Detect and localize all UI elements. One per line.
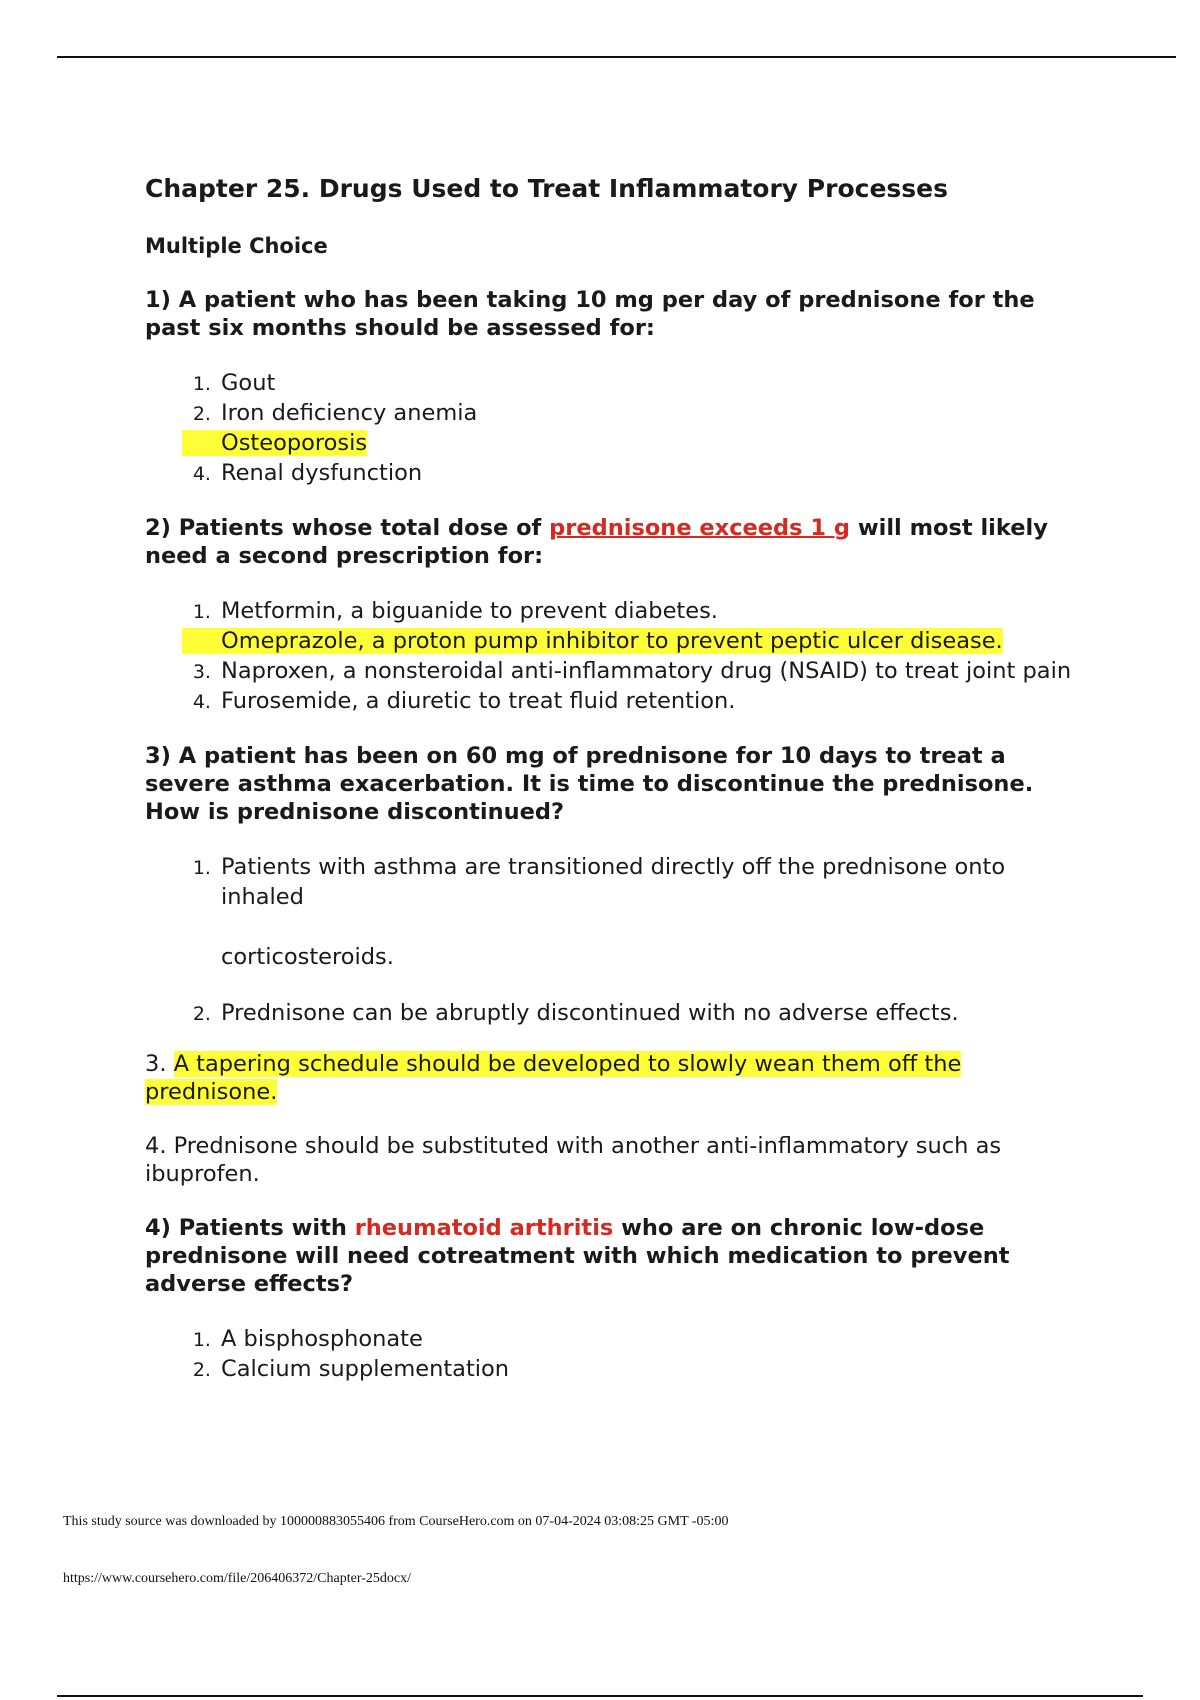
q1-option-4: 4. Renal dysfunction (217, 458, 1080, 488)
chapter-title: Chapter 25. Drugs Used to Treat Inflammatory Processes (145, 174, 949, 203)
q1-option-3-text: Osteoporosis (182, 430, 367, 456)
q4-text-red: rheumatoid arthritis (354, 1215, 614, 1241)
q3-option-1-line-a: Patients with asthma are transitioned directly off the prednisone onto inhaled (221, 854, 1006, 910)
q3-option-1-line-b: corticosteroids. (221, 944, 394, 970)
question-1-options (145, 368, 1080, 488)
q2-text-before: 2) Patients whose total dose of (145, 515, 550, 541)
section-heading: Multiple Choice (145, 234, 328, 258)
question-2-options (145, 596, 1080, 716)
footer-source-note: This study source was downloaded by 100000883055406 from CourseHero.com on 07-04-2024 03:08:25 GMT -05:00 (63, 1514, 729, 1529)
q2-text-after: will most likely need a second prescription for: (145, 515, 1048, 569)
question-3-options (145, 852, 1080, 1028)
question-4 (145, 1214, 1080, 1298)
q3-option-3-highlighted (145, 1050, 1080, 1106)
q3-option-1 (217, 852, 1080, 972)
top-rule (57, 56, 1176, 58)
q1-option-3-highlighted (217, 428, 1080, 458)
q1-option-2: 2. Iron deficiency anemia (217, 398, 1080, 428)
q4-text-before: 4) Patients with (145, 1215, 355, 1241)
q2-option-4: 4. Furosemide, a diuretic to treat fluid retention. (217, 686, 1080, 716)
q3-option-3-text: A tapering schedule should be developed to slowly wean them off the prednisone. (145, 1051, 962, 1105)
q3-option-2: 2. Prednisone can be abruptly discontinued with no adverse effects. (217, 998, 1080, 1028)
question-4-options (145, 1324, 1080, 1384)
q4-option-2: 2. Calcium supplementation (217, 1354, 1080, 1384)
q2-option-3: 3. Naproxen, a nonsteroidal anti-inflammatory drug (NSAID) to treat joint pain (217, 656, 1080, 686)
document-body (145, 172, 1080, 1410)
question-3: 3) A patient has been on 60 mg of prednisone for 10 days to treat a severe asthma exacerbation. It is time to discontinue the prednisone. How is prednisone discontinued? (145, 743, 1034, 825)
q2-option-2-text: Omeprazole, a proton pump inhibitor to prevent peptic ulcer disease. (182, 628, 1003, 654)
q2-text-red: prednisone exceeds 1 g (549, 515, 850, 541)
q2-option-1: 1. Metformin, a biguanide to prevent diabetes. (217, 596, 1080, 626)
q4-option-1: 1. A bisphosphonate (217, 1324, 1080, 1354)
bottom-rule (57, 1695, 1143, 1697)
q3-option-3-number: 3. (145, 1051, 167, 1077)
q4-text-after: who are on chronic low-dose prednisone will need cotreatment with which medication to prevent adverse effects? (145, 1215, 1010, 1297)
q3-option-4: 4. Prednisone should be substituted with another anti-inflammatory such as ibuprofen. (145, 1133, 1002, 1187)
question-2 (145, 514, 1080, 570)
footer-url: https://www.coursehero.com/file/206406372/Chapter-25docx/ (63, 1571, 411, 1586)
question-1: 1) A patient who has been taking 10 mg per day of prednisone for the past six months should be assessed for: (145, 287, 1035, 341)
q2-option-2-highlighted (217, 626, 1080, 656)
q1-option-1: 1. Gout (217, 368, 1080, 398)
